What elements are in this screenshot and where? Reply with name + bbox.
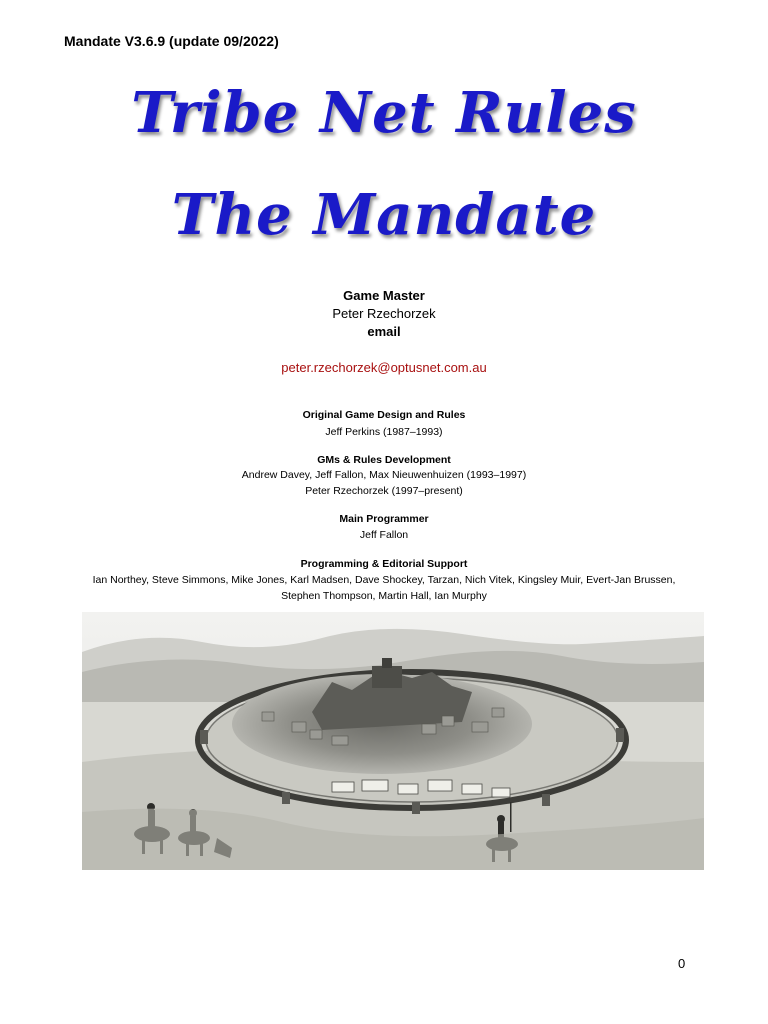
- title-line-1: Tribe Net Rules: [131, 80, 637, 146]
- game-master-label: Game Master: [343, 288, 425, 303]
- credit-text-programmer: Jeff Fallon: [359, 529, 409, 541]
- fortified-city-illustration: [82, 612, 704, 870]
- credit-text-gms-1: Andrew Davey, Jeff Fallon, Max Nieuwenhuizen (1993–1997): [241, 469, 527, 481]
- document-version-header: Mandate V3.6.9 (update 09/2022): [64, 33, 279, 49]
- title-line-2: The Mandate: [171, 182, 597, 248]
- email-link[interactable]: peter.rzechorzek@optusnet.com.au: [281, 360, 487, 375]
- game-master-name: Peter Rzechorzek: [332, 306, 436, 321]
- email-label: email: [367, 324, 401, 339]
- credit-heading-support: Programming & Editorial Support: [300, 558, 468, 570]
- credit-text-support: Ian Northey, Steve Simmons, Mike Jones, Karl Madsen, Dave Shockey, Tarzan, Nich Vitek, Kingsley Muir, Evert-Jan Brussen, Stephen Thompson, Martin Hall, Ian Murphy: [92, 574, 676, 602]
- credit-text-design: Jeff Perkins (1987–1993): [325, 426, 443, 438]
- credit-heading-gms: GMs & Rules Development: [317, 454, 451, 466]
- credit-heading-design: Original Game Design and Rules: [302, 409, 466, 421]
- credit-text-gms-2: Peter Rzechorzek (1997–present): [305, 485, 463, 497]
- page-number: 0: [678, 956, 686, 971]
- credit-heading-programmer: Main Programmer: [339, 513, 429, 525]
